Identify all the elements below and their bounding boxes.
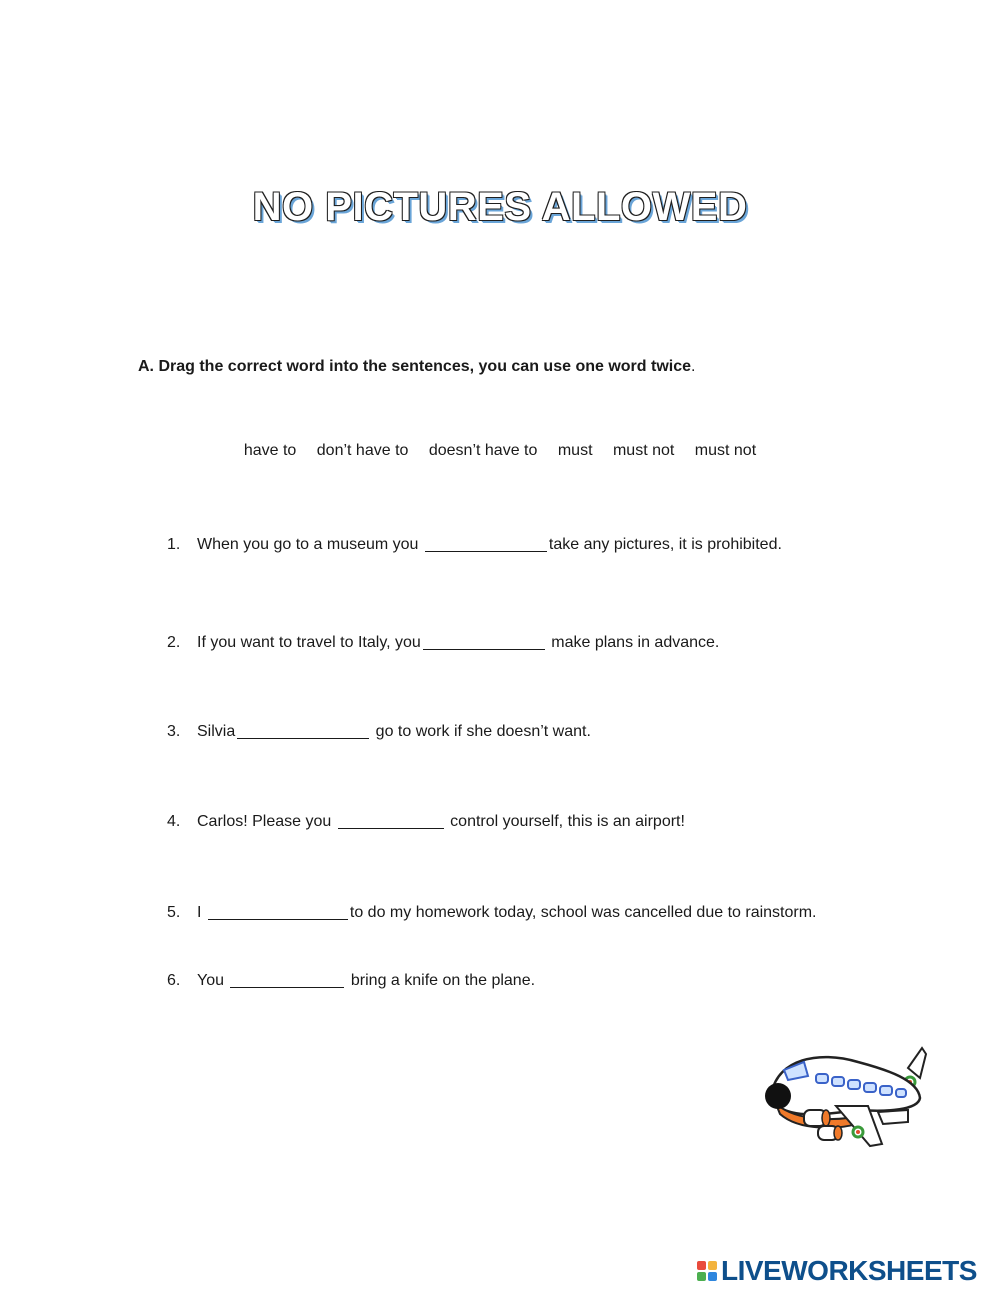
word-bank-item[interactable]: must bbox=[557, 442, 593, 459]
question-number: 6. bbox=[167, 972, 181, 989]
question-number: 1. bbox=[167, 536, 181, 553]
question-text-after: bring a knife on the plane. bbox=[346, 972, 536, 989]
question-text-before: You bbox=[197, 972, 229, 989]
worksheet-title: NO PICTURES ALLOWED bbox=[252, 185, 748, 229]
question-number: 3. bbox=[167, 723, 181, 740]
word-bank-item[interactable]: must not bbox=[694, 442, 757, 459]
word-bank-item[interactable]: must not bbox=[612, 442, 675, 459]
instruction bbox=[138, 358, 695, 376]
question-4 bbox=[167, 812, 685, 831]
instruction-end: . bbox=[691, 358, 696, 375]
word-bank-item[interactable]: have to bbox=[243, 442, 297, 459]
question-5 bbox=[167, 903, 816, 922]
answer-blank[interactable] bbox=[338, 812, 444, 829]
question-text-before: If you want to travel to Italy, you bbox=[197, 634, 421, 651]
airplane-icon bbox=[758, 1040, 928, 1157]
question-number: 2. bbox=[167, 634, 181, 651]
answer-blank[interactable] bbox=[423, 633, 545, 650]
answer-blank[interactable] bbox=[230, 971, 344, 988]
question-2 bbox=[167, 633, 719, 652]
question-6 bbox=[167, 971, 535, 990]
question-text-before: Carlos! Please you bbox=[197, 813, 336, 830]
word-bank-item[interactable]: doesn’t have to bbox=[428, 442, 538, 459]
question-text-before: I bbox=[197, 904, 206, 921]
question-text-after: control yourself, this is an airport! bbox=[445, 813, 685, 830]
question-text-before: When you go to a museum you bbox=[197, 536, 423, 553]
question-text-after: to do my homework today, school was cancelled due to rainstorm. bbox=[349, 904, 817, 921]
question-text-after: go to work if she doesn’t want. bbox=[371, 723, 591, 740]
question-text-after: take any pictures, it is prohibited. bbox=[548, 536, 782, 553]
question-number: 5. bbox=[167, 904, 181, 921]
liveworksheets-logo bbox=[697, 1256, 977, 1286]
question-1 bbox=[167, 535, 782, 554]
question-number: 4. bbox=[167, 813, 181, 830]
answer-blank[interactable] bbox=[425, 535, 547, 552]
answer-blank[interactable] bbox=[237, 722, 369, 739]
question-3 bbox=[167, 722, 591, 741]
word-bank bbox=[0, 442, 1000, 460]
instruction-text: A. Drag the correct word into the sentences, you can use one word twice bbox=[138, 358, 692, 375]
logo-blocks-icon bbox=[697, 1261, 717, 1281]
question-text-after: make plans in advance. bbox=[546, 634, 720, 651]
question-text-before: Silvia bbox=[197, 723, 236, 740]
brand-name: LIVEWORKSHEETS bbox=[721, 1255, 977, 1286]
word-bank-item[interactable]: don’t have to bbox=[316, 442, 409, 459]
answer-blank[interactable] bbox=[208, 903, 348, 920]
